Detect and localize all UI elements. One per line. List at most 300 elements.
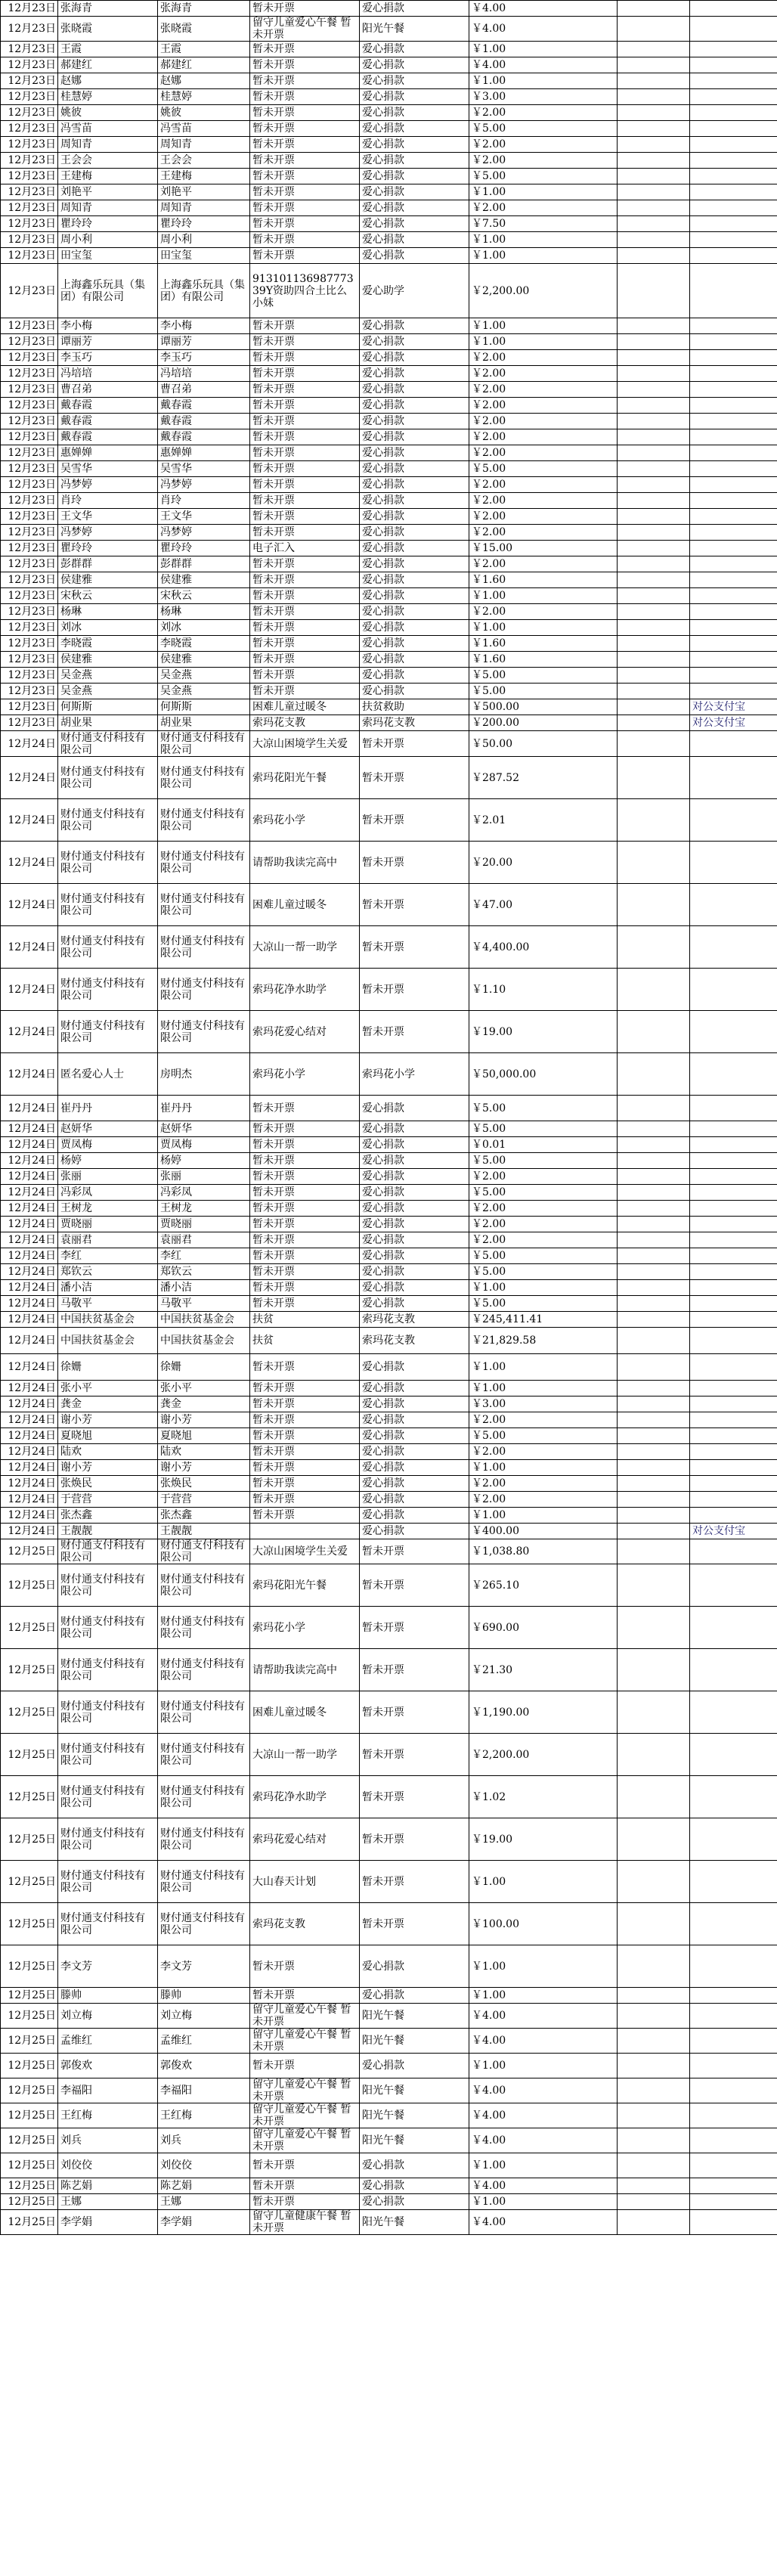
payer-cell: 戴春霞 (158, 414, 250, 429)
table-row (1, 493, 777, 509)
category-cell: 爱心捐款 (360, 73, 469, 89)
table-row (1, 715, 777, 731)
category-cell: 爱心捐款 (360, 477, 469, 493)
payer-cell: 曹召弟 (158, 382, 250, 398)
amount-cell: ￥2.00 (469, 366, 618, 382)
category-cell: 爱心捐款 (360, 1280, 469, 1296)
category-cell: 爱心捐款 (360, 1508, 469, 1524)
category-cell: 暂未开票 (360, 1607, 469, 1649)
donor-cell: 瞿玲玲 (58, 541, 158, 556)
table-row (1, 334, 777, 350)
blank-cell (618, 699, 690, 715)
project-cell: 暂未开票 (250, 42, 360, 57)
note-cell (690, 884, 777, 926)
payer-cell: 张晓霞 (158, 17, 250, 42)
date-cell: 12月23日 (1, 604, 58, 620)
project-cell: 暂未开票 (250, 1354, 360, 1381)
date-cell: 12月23日 (1, 89, 58, 105)
project-cell: 暂未开票 (250, 1201, 360, 1217)
payer-cell: 财付通支付科技有限公司 (158, 1734, 250, 1776)
project-cell: 留守儿童爱心午餐 暂未开票 (250, 2128, 360, 2153)
category-cell: 爱心捐款 (360, 572, 469, 588)
payer-cell: 郝建红 (158, 57, 250, 73)
amount-cell: ￥1.00 (469, 73, 618, 89)
blank-cell (618, 884, 690, 926)
category-cell: 爱心捐款 (360, 1412, 469, 1428)
blank-cell (618, 2194, 690, 2210)
amount-cell: ￥5.00 (469, 1153, 618, 1169)
note-cell (690, 1607, 777, 1649)
category-cell: 扶贫救助 (360, 699, 469, 715)
payer-cell: 周小利 (158, 232, 250, 248)
project-cell: 暂未开票 (250, 1492, 360, 1508)
amount-cell: ￥2,200.00 (469, 264, 618, 318)
donor-cell: 杨婷 (58, 1153, 158, 1169)
note-cell (690, 1354, 777, 1381)
project-cell: 暂未开票 (250, 1988, 360, 2004)
category-cell: 索玛花支教 (360, 715, 469, 731)
payer-cell: 中国扶贫基金会 (158, 1328, 250, 1354)
amount-cell: ￥50,000.00 (469, 1053, 618, 1096)
donor-cell: 财付通支付科技有限公司 (58, 842, 158, 884)
blank-cell (618, 620, 690, 636)
table-row (1, 366, 777, 382)
category-cell: 爱心捐款 (360, 382, 469, 398)
donor-cell: 谭丽芳 (58, 334, 158, 350)
amount-cell: ￥5.00 (469, 461, 618, 477)
category-cell: 阳光午餐 (360, 17, 469, 42)
donor-cell: 冯培培 (58, 366, 158, 382)
category-cell: 暂未开票 (360, 1776, 469, 1818)
project-cell: 暂未开票 (250, 1280, 360, 1296)
table-row (1, 42, 777, 57)
donor-cell: 财付通支付科技有限公司 (58, 731, 158, 757)
blank-cell (618, 1280, 690, 1296)
category-cell: 爱心捐款 (360, 1354, 469, 1381)
note-cell (690, 264, 777, 318)
payer-cell: 杨琳 (158, 604, 250, 620)
payer-cell: 财付通支付科技有限公司 (158, 1564, 250, 1607)
note-cell (690, 2004, 777, 2029)
donor-cell: 冯彩凤 (58, 1185, 158, 1201)
category-cell: 阳光午餐 (360, 2078, 469, 2103)
payer-cell: 王会会 (158, 153, 250, 169)
payer-cell: 孟维红 (158, 2029, 250, 2054)
blank-cell (618, 926, 690, 969)
amount-cell: ￥4.00 (469, 2178, 618, 2194)
category-cell: 爱心捐款 (360, 216, 469, 232)
donor-cell: 上海鑫乐玩具（集团）有限公司 (58, 264, 158, 318)
note-cell (690, 2128, 777, 2153)
amount-cell: ￥1.00 (469, 248, 618, 264)
amount-cell: ￥19.00 (469, 1818, 618, 1861)
category-cell: 爱心捐款 (360, 1, 469, 17)
donor-cell: 刘艳平 (58, 184, 158, 200)
donor-cell: 夏晓旭 (58, 1428, 158, 1444)
table-row (1, 1412, 777, 1428)
amount-cell: ￥1.00 (469, 588, 618, 604)
payer-cell: 崔丹丹 (158, 1096, 250, 1121)
project-cell: 暂未开票 (250, 620, 360, 636)
date-cell: 12月23日 (1, 105, 58, 121)
table-row (1, 248, 777, 264)
donor-cell: 财付通支付科技有限公司 (58, 1691, 158, 1734)
date-cell: 12月25日 (1, 2103, 58, 2128)
payer-cell: 刘艳平 (158, 184, 250, 200)
blank-cell (618, 2128, 690, 2153)
payer-cell: 郭俊欢 (158, 2054, 250, 2078)
payer-cell: 李晓霞 (158, 636, 250, 652)
donor-cell: 冯梦婷 (58, 525, 158, 541)
table-row (1, 1988, 777, 2004)
project-cell: 暂未开票 (250, 1169, 360, 1185)
date-cell: 12月24日 (1, 1137, 58, 1153)
project-cell: 暂未开票 (250, 1232, 360, 1248)
category-cell: 爱心捐款 (360, 636, 469, 652)
donor-cell: 龚金 (58, 1396, 158, 1412)
project-cell: 暂未开票 (250, 1381, 360, 1396)
date-cell: 12月23日 (1, 350, 58, 366)
category-cell: 爱心捐款 (360, 318, 469, 334)
date-cell: 12月25日 (1, 2194, 58, 2210)
category-cell: 暂未开票 (360, 1691, 469, 1734)
payer-cell: 贾晓丽 (158, 1217, 250, 1232)
amount-cell: ￥5.00 (469, 169, 618, 184)
category-cell: 爱心捐款 (360, 604, 469, 620)
project-cell: 留守儿童爱心午餐 暂未开票 (250, 17, 360, 42)
payer-cell: 瞿玲玲 (158, 541, 250, 556)
date-cell: 12月25日 (1, 2178, 58, 2194)
project-cell: 913101136987773 39Y资助四合土比么小妹 (250, 264, 360, 318)
payer-cell: 刘佼佼 (158, 2153, 250, 2178)
donor-cell: 李红 (58, 1248, 158, 1264)
project-cell: 暂未开票 (250, 525, 360, 541)
note-cell (690, 1280, 777, 1296)
payer-cell: 陆欢 (158, 1444, 250, 1460)
project-cell: 暂未开票 (250, 572, 360, 588)
donor-cell: 贾晓丽 (58, 1217, 158, 1232)
amount-cell: ￥200.00 (469, 715, 618, 731)
table-row (1, 73, 777, 89)
donor-cell: 财付通支付科技有限公司 (58, 1903, 158, 1945)
project-cell: 暂未开票 (250, 57, 360, 73)
amount-cell: ￥2.00 (469, 414, 618, 429)
blank-cell (618, 334, 690, 350)
table-row (1, 121, 777, 137)
payer-cell: 王建梅 (158, 169, 250, 184)
payer-cell: 刘兵 (158, 2128, 250, 2153)
amount-cell: ￥2.00 (469, 445, 618, 461)
date-cell: 12月23日 (1, 216, 58, 232)
payer-cell: 瞿玲玲 (158, 216, 250, 232)
project-cell: 暂未开票 (250, 366, 360, 382)
note-cell (690, 2210, 777, 2235)
project-cell: 暂未开票 (250, 248, 360, 264)
project-cell: 索玛花小学 (250, 799, 360, 842)
table-row (1, 1818, 777, 1861)
project-cell: 暂未开票 (250, 1264, 360, 1280)
donor-cell: 徐姗 (58, 1354, 158, 1381)
note-cell (690, 1264, 777, 1280)
blank-cell (618, 1649, 690, 1691)
date-cell: 12月24日 (1, 926, 58, 969)
table-row (1, 541, 777, 556)
date-cell: 12月23日 (1, 429, 58, 445)
category-cell: 爱心捐款 (360, 350, 469, 366)
category-cell: 爱心捐款 (360, 1137, 469, 1153)
blank-cell (618, 1153, 690, 1169)
blank-cell (618, 73, 690, 89)
note-cell (690, 121, 777, 137)
blank-cell (618, 1232, 690, 1248)
blank-cell (618, 200, 690, 216)
project-cell: 索玛花支教 (250, 715, 360, 731)
project-cell: 暂未开票 (250, 429, 360, 445)
amount-cell: ￥19.00 (469, 1011, 618, 1053)
donor-cell: 张晓霞 (58, 17, 158, 42)
project-cell: 暂未开票 (250, 137, 360, 153)
payer-cell: 财付通支付科技有限公司 (158, 731, 250, 757)
payer-cell: 潘小洁 (158, 1280, 250, 1296)
donor-cell: 孟维红 (58, 2029, 158, 2054)
note-cell (690, 1428, 777, 1444)
table-row (1, 1539, 777, 1564)
payer-cell: 王文华 (158, 509, 250, 525)
date-cell: 12月23日 (1, 73, 58, 89)
donor-cell: 王树龙 (58, 1201, 158, 1217)
blank-cell (618, 652, 690, 668)
donor-cell: 吴雪华 (58, 461, 158, 477)
amount-cell: ￥1.00 (469, 318, 618, 334)
note-cell (690, 2029, 777, 2054)
blank-cell (618, 2029, 690, 2054)
payer-cell: 张焕民 (158, 1476, 250, 1492)
amount-cell: ￥1.60 (469, 636, 618, 652)
blank-cell (618, 1564, 690, 1607)
project-cell: 暂未开票 (250, 1153, 360, 1169)
category-cell: 爱心捐款 (360, 668, 469, 684)
project-cell: 暂未开票 (250, 105, 360, 121)
blank-cell (618, 525, 690, 541)
payer-cell: 谢小芳 (158, 1460, 250, 1476)
blank-cell (618, 105, 690, 121)
blank-cell (618, 17, 690, 42)
category-cell: 爱心捐款 (360, 429, 469, 445)
project-cell: 请帮助我读完高中 (250, 842, 360, 884)
project-cell: 暂未开票 (250, 1460, 360, 1476)
date-cell: 12月23日 (1, 232, 58, 248)
note-cell (690, 398, 777, 414)
blank-cell (618, 1508, 690, 1524)
amount-cell: ￥4.00 (469, 2004, 618, 2029)
donor-cell: 王建梅 (58, 169, 158, 184)
donor-cell: 财付通支付科技有限公司 (58, 1011, 158, 1053)
blank-cell (618, 556, 690, 572)
payer-cell: 杨婷 (158, 1153, 250, 1169)
note-cell (690, 556, 777, 572)
blank-cell (618, 1169, 690, 1185)
project-cell: 暂未开票 (250, 1945, 360, 1988)
payer-cell: 财付通支付科技有限公司 (158, 926, 250, 969)
amount-cell: ￥50.00 (469, 731, 618, 757)
note-cell (690, 1121, 777, 1137)
table-row (1, 1524, 777, 1539)
payer-cell: 财付通支付科技有限公司 (158, 1011, 250, 1053)
blank-cell (618, 2210, 690, 2235)
note-cell: 对公支付宝 (690, 715, 777, 731)
category-cell: 爱心捐款 (360, 414, 469, 429)
project-cell: 暂未开票 (250, 509, 360, 525)
payer-cell: 赵妍华 (158, 1121, 250, 1137)
project-cell: 暂未开票 (250, 414, 360, 429)
payer-cell: 郑钦云 (158, 1264, 250, 1280)
category-cell: 暂未开票 (360, 926, 469, 969)
project-cell: 暂未开票 (250, 200, 360, 216)
blank-cell (618, 1492, 690, 1508)
table-row (1, 1, 777, 17)
project-cell: 暂未开票 (250, 216, 360, 232)
amount-cell: ￥4.00 (469, 1, 618, 17)
project-cell: 暂未开票 (250, 1137, 360, 1153)
amount-cell: ￥5.00 (469, 668, 618, 684)
category-cell: 索玛花小学 (360, 1053, 469, 1096)
amount-cell: ￥2.00 (469, 1476, 618, 1492)
donor-cell: 曹召弟 (58, 382, 158, 398)
project-cell: 暂未开票 (250, 318, 360, 334)
payer-cell: 于营营 (158, 1492, 250, 1508)
table-row (1, 2153, 777, 2178)
note-cell (690, 620, 777, 636)
project-cell: 暂未开票 (250, 334, 360, 350)
note-cell (690, 572, 777, 588)
note-cell (690, 1053, 777, 1096)
date-cell: 12月24日 (1, 1412, 58, 1428)
blank-cell (618, 248, 690, 264)
note-cell (690, 1201, 777, 1217)
donor-cell: 周知青 (58, 200, 158, 216)
amount-cell: ￥1.00 (469, 2054, 618, 2078)
donor-cell: 周小利 (58, 232, 158, 248)
payer-cell: 戴春霞 (158, 429, 250, 445)
donor-cell: 财付通支付科技有限公司 (58, 1734, 158, 1776)
note-cell (690, 541, 777, 556)
category-cell: 爱心捐款 (360, 1476, 469, 1492)
date-cell: 12月23日 (1, 334, 58, 350)
amount-cell: ￥5.00 (469, 684, 618, 699)
table-row (1, 232, 777, 248)
note-cell (690, 1988, 777, 2004)
project-cell: 暂未开票 (250, 184, 360, 200)
note-cell (690, 318, 777, 334)
note-cell (690, 350, 777, 366)
payer-cell: 李文芳 (158, 1945, 250, 1988)
date-cell: 12月23日 (1, 525, 58, 541)
project-cell: 暂未开票 (250, 445, 360, 461)
date-cell: 12月25日 (1, 1607, 58, 1649)
donor-cell: 侯建雅 (58, 572, 158, 588)
project-cell: 留守儿童爱心午餐 暂未开票 (250, 2103, 360, 2128)
amount-cell: ￥2.00 (469, 350, 618, 366)
table-row (1, 1121, 777, 1137)
table-row (1, 1312, 777, 1328)
note-cell (690, 477, 777, 493)
payer-cell: 姚彼 (158, 105, 250, 121)
amount-cell: ￥1.00 (469, 1988, 618, 2004)
project-cell: 大凉山困境学生关爱 (250, 1539, 360, 1564)
blank-cell (618, 366, 690, 382)
donor-cell: 陈艺娟 (58, 2178, 158, 2194)
payer-cell: 房明杰 (158, 1053, 250, 1096)
category-cell: 爱心捐款 (360, 1153, 469, 1169)
category-cell: 爱心捐款 (360, 366, 469, 382)
blank-cell (618, 842, 690, 884)
project-cell: 索玛花净水助学 (250, 1776, 360, 1818)
project-cell: 暂未开票 (250, 1444, 360, 1460)
category-cell: 爱心捐款 (360, 1248, 469, 1264)
table-row (1, 200, 777, 216)
payer-cell: 赵娜 (158, 73, 250, 89)
table-row (1, 620, 777, 636)
note-cell (690, 525, 777, 541)
blank-cell (618, 757, 690, 799)
amount-cell: ￥2.00 (469, 1412, 618, 1428)
blank-cell (618, 1428, 690, 1444)
blank-cell (618, 731, 690, 757)
project-cell: 索玛花净水助学 (250, 969, 360, 1011)
category-cell: 爱心捐款 (360, 541, 469, 556)
project-cell: 暂未开票 (250, 1412, 360, 1428)
project-cell: 暂未开票 (250, 1508, 360, 1524)
note-cell (690, 509, 777, 525)
note-cell (690, 757, 777, 799)
donor-cell: 姚彼 (58, 105, 158, 121)
project-cell: 留守儿童爱心午餐 暂未开票 (250, 2004, 360, 2029)
category-cell: 爱心捐款 (360, 1381, 469, 1396)
note-cell (690, 969, 777, 1011)
amount-cell: ￥1.02 (469, 1776, 618, 1818)
payer-cell: 袁丽君 (158, 1232, 250, 1248)
blank-cell (618, 715, 690, 731)
payer-cell: 滕帅 (158, 1988, 250, 2004)
amount-cell: ￥2.00 (469, 382, 618, 398)
note-cell (690, 216, 777, 232)
note-cell (690, 169, 777, 184)
donor-cell: 冯雪苗 (58, 121, 158, 137)
payer-cell: 财付通支付科技有限公司 (158, 1861, 250, 1903)
payer-cell: 戴春霞 (158, 398, 250, 414)
date-cell: 12月23日 (1, 42, 58, 57)
date-cell: 12月25日 (1, 2029, 58, 2054)
blank-cell (618, 588, 690, 604)
donor-cell: 赵妍华 (58, 1121, 158, 1137)
table-row (1, 398, 777, 414)
donor-cell: 何斯斯 (58, 699, 158, 715)
date-cell: 12月24日 (1, 731, 58, 757)
blank-cell (618, 1, 690, 17)
payer-cell: 李玉巧 (158, 350, 250, 366)
amount-cell: ￥1.00 (469, 42, 618, 57)
project-cell: 暂未开票 (250, 1248, 360, 1264)
note-cell (690, 1460, 777, 1476)
blank-cell (618, 169, 690, 184)
table-row (1, 1903, 777, 1945)
date-cell: 12月24日 (1, 1248, 58, 1264)
donor-cell: 财付通支付科技有限公司 (58, 1861, 158, 1903)
note-cell (690, 461, 777, 477)
category-cell: 爱心捐款 (360, 1945, 469, 1988)
date-cell: 12月25日 (1, 1776, 58, 1818)
project-cell: 暂未开票 (250, 684, 360, 699)
